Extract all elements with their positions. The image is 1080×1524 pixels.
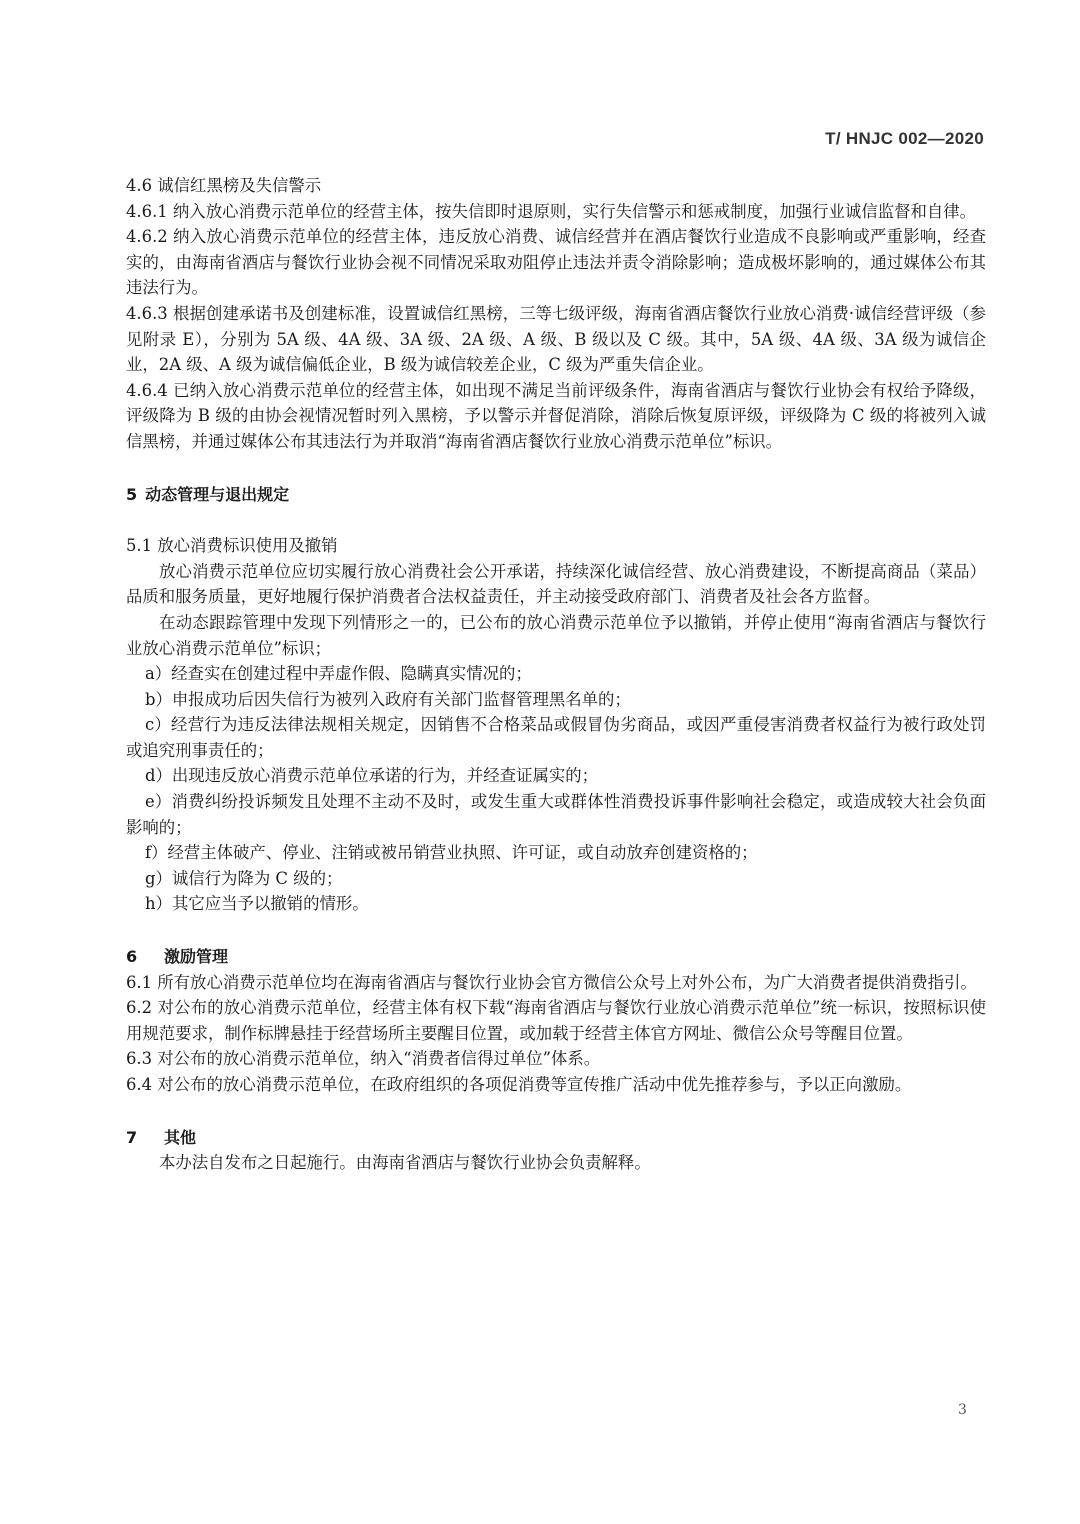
list-item-f: f）经营主体破产、停业、注销或被吊销营业执照、许可证，或自动放弃创建资格的； [145, 843, 758, 863]
clause-4-6-2: 4.6.2 纳入放心消费示范单位的经营主体，违反放心消费、诚信经营并在酒店餐饮行业造成不良影响或严重影响，经查实的，由海南省酒店与餐饮行业协会视不同情况采取劝阻停止违法并责令消除影响；造成极坏影响的，通过媒体公布其违法行为。 [126, 227, 986, 298]
clause-6-1: 6.1 所有放心消费示范单位均在海南省酒店与餐饮行业协会官方微信公众号上对外公布，为广大消费者提供消费指引。 [126, 972, 977, 992]
clause-4-6-1: 4.6.1 纳入放心消费示范单位的经营主体，按失信即时退原则，实行失信警示和惩戒制度，加强行业诚信监督和自律。 [126, 201, 977, 221]
document-body [126, 173, 986, 1176]
section-5-1-title: 5.1 放心消费标识使用及撤销 [126, 536, 338, 556]
section-6-heading [126, 944, 986, 970]
section-7-para: 本办法自发布之日起施行。由海南省酒店与餐饮行业协会负责解释。 [159, 1153, 651, 1173]
section-5-1-para-1: 放心消费示范单位应切实履行放心消费社会公开承诺，持续深化诚信经营、放心消费建设，不断提高商品（菜品）品质和服务质量，更好地履行保护消费者合法权益责任，并主动接受政府部门、消费者及社会各方监督。 [126, 561, 986, 607]
page-number: 3 [958, 1402, 967, 1418]
clause-6-4: 6.4 对公布的放心消费示范单位，在政府组织的各项促消费等宣传推广活动中优先推荐参与，予以正向激励。 [126, 1075, 912, 1094]
section-5-title: 动态管理与退出规定 [145, 484, 290, 504]
section-4-6-title: 4.6 诚信红黑榜及失信警示 [126, 176, 322, 195]
section-5-heading [126, 482, 986, 508]
clause-4-6-3: 4.6.3 根据创建承诺书及创建标准，设置诚信红黑榜，三等七级评级，海南省酒店餐饮行业放心消费·诚信经营评级（参见附录 E），分别为 5A 级、4A 级、3A 级、2A 级、A 级、B 级以及 C 级。其中，5A 级、4A 级、3A 级为诚信企业，2A 级、A 级为诚信偏低企业，B 级为诚信较差企业，C 级为严重失信企业。 [126, 303, 986, 375]
section-5-number: 5 [126, 484, 138, 504]
list-item-c: c）经营行为违反法律法规相关规定，因销售不合格菜品或假冒伪劣商品，或因严重侵害消费者权益行为被行政处罚或追究刑事责任的； [126, 715, 986, 760]
clause-4-6-4: 4.6.4 已纳入放心消费示范单位的经营主体，如出现不满足当前评级条件，海南省酒店与餐饮行业协会有权给予降级，评级降为 B 级的由协会视情况暂时列入黑榜，予以警示并督促消除，消除后恢复原评级，评级降为 C 级的将被列入诚信黑榜，并通过媒体公布其违法行为并取消“海南省酒店餐饮行业放心消费示范单位”标识。 [126, 380, 986, 451]
list-item-g: g）诚信行为降为 C 级的； [145, 868, 343, 888]
section-7-heading [126, 1125, 986, 1151]
section-7-title: 其他 [164, 1127, 197, 1147]
section-6-number: 6 [126, 947, 138, 967]
list-item-d: d）出现违反放心消费示范单位承诺的行为，并经查证属实的； [145, 766, 599, 786]
clause-6-3: 6.3 对公布的放心消费示范单位，纳入“消费者信得过单位”体系。 [126, 1049, 601, 1069]
list-item-a: a）经查实在创建过程中弄虚作假、隐瞒真实情况的； [145, 664, 532, 684]
section-6-title: 激励管理 [164, 947, 229, 967]
section-5-1-para-2: 在动态跟踪管理中发现下列情形之一的，已公布的放心消费示范单位予以撤销，并停止使用“海南省酒店与餐饮行业放心消费示范单位”标识； [126, 612, 986, 658]
list-item-h: h）其它应当予以撤销的情形。 [145, 894, 369, 914]
clause-6-2: 6.2 对公布的放心消费示范单位，经营主体有权下载“海南省酒店与餐饮行业放心消费示范单位”统一标识，按照标识使用规范要求，制作标牌悬挂于经营场所主要醒目位置，或加载于经营主体官方网址、微信公众号等醒目位置。 [126, 998, 986, 1043]
section-7-number: 7 [126, 1127, 138, 1147]
list-item-e: e）消费纠纷投诉频发且处理不主动不及时，或发生重大或群体性消费投诉事件影响社会稳定，或造成较大社会负面影响的； [126, 792, 986, 837]
standard-number: T/ HNJC 002—2020 [825, 129, 984, 148]
list-item-b: b）申报成功后因失信行为被列入政府有关部门监督管理黑名单的； [145, 689, 631, 709]
